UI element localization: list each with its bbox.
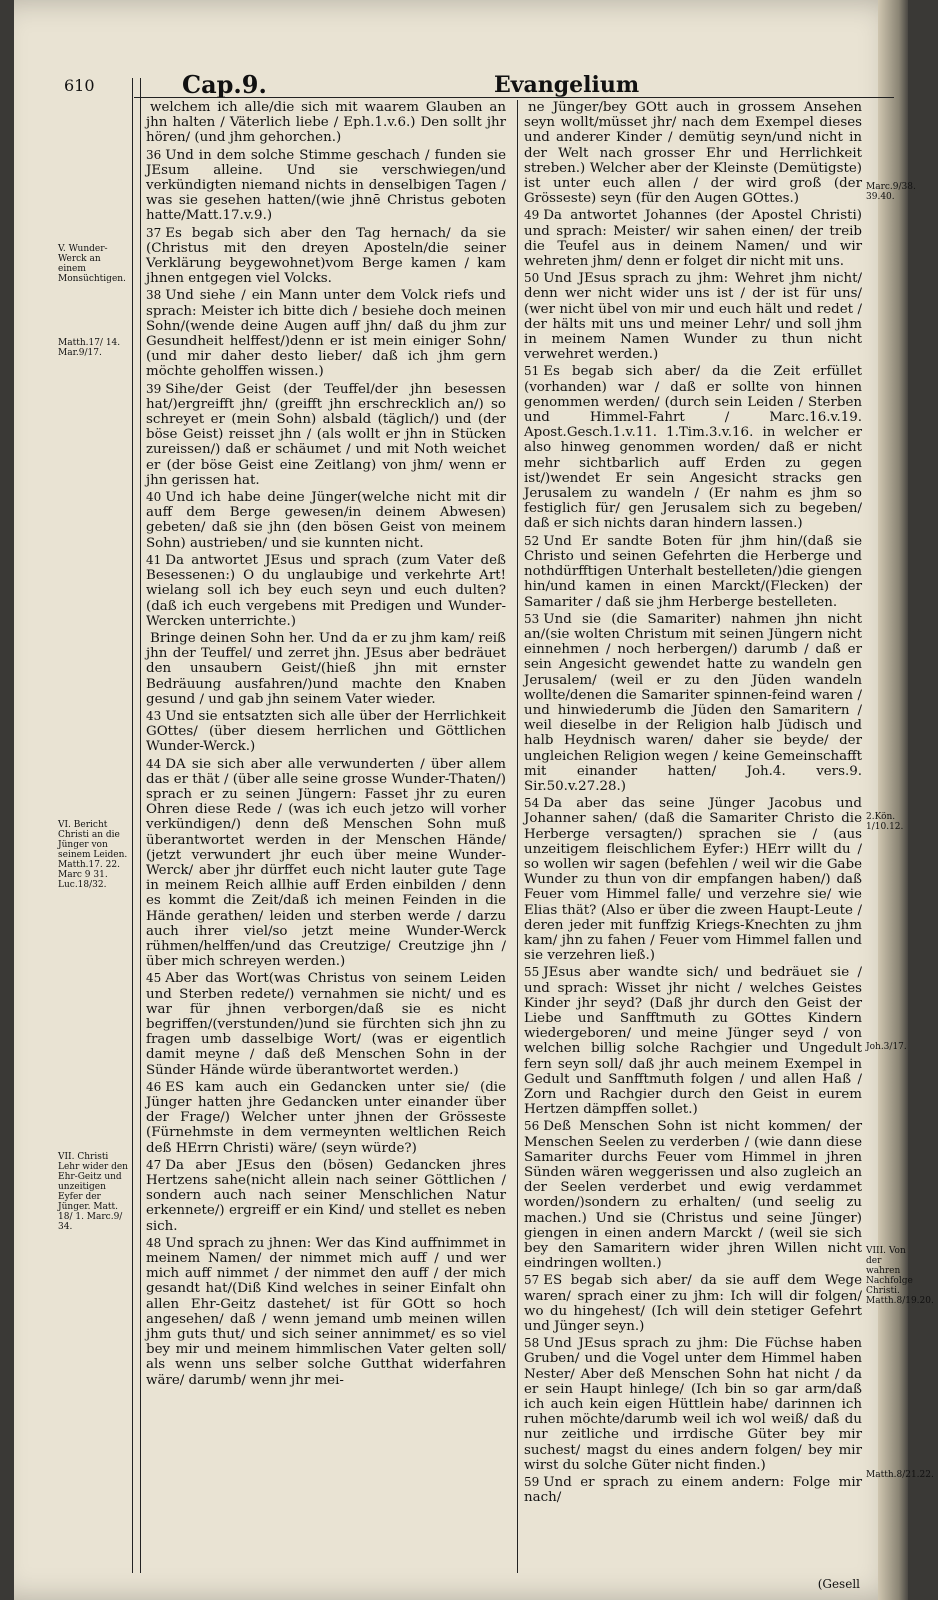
verse: 54 Da aber das seine Jünger Jacobus und Johanner sahen/ (daß die Samariter Christo die Herberge versagten/) sprachen sie / (aus unzeitigem fleischlichem Eyfer:) HErr willt du / so wollen wir sagen (befehlen / weil wir die Gabe Wunder zu thun von dir empfangen haben/) daß Feuer vom Himmel falle/ und verzehre sie/ wie Elias thät? (Also er über die zween Haupt-Leute / deren jeder mit funffzig Kriegs-Knechten zu jhm kam/ jhn zu fahen / Feuer vom Himmel fallen und sie verzehren ließ.) (524, 796, 862, 964)
chapter-heading: Cap.9. (182, 70, 267, 99)
verse: 41 Da antwortet JEsus und sprach (zum Vater deß Besessenen:) O du unglaubige und verkehrte Art! wielang soll ich bey euch seyn und euch dulten? (daß ich euch vergebens mit Predigen und Wunder-Wercken unterrichte.) (146, 552, 506, 629)
verse: 47 Da aber JEsus den (bösen) Gedancken jhres Hertzens sahe(nicht allein nach seiner Göttlichen / sondern auch nach seiner Menschlichen Natur erkennete/) ergreiff er ein Kind/ und stellet es neben sich. (146, 1157, 506, 1234)
margin-note: VI. Bericht Christi an die Jünger von seinem Leiden. Matth.17. 22. Marc 9 31. Luc.18/32. (58, 820, 128, 890)
catchword: (Gesell (817, 1577, 860, 1591)
verse: 36 Und in dem solche Stimme geschach / funden sie JEsum alleine. Und sie verschwiegen/und verkündigten niemand nichts in denselbigen Tagen / was sie gesehen hatten/(wie jhnē Christus geboten hatte/Matt.17.v.9.) (146, 147, 506, 224)
verse: 43 Und sie entsatzten sich alle über der Herrlichkeit GOttes/ (über diesem herrlichen und Göttlichen Wunder-Werck.) (146, 708, 506, 755)
verse: 38 Und siehe / ein Mann unter dem Volck riefs und sprach: Meister ich bitte dich / besiehe doch meinen Sohn/(wende deine Augen auff jhn/ daß du jhm zur Gesundheit helffest/)denn er ist mein einiger Sohn/ (und mir daher desto lieber/ daß ich jhm gern möchte geholffen wissen.) (146, 288, 506, 380)
margin-note: Marc.9/38. 39.40. (866, 182, 916, 202)
verse: 48 Und sprach zu jhnen: Wer das Kind auffnimmet in meinem Namen/ der nimmet mich auff / und wer mich auff nimmet / der nimmet den auff / der mich gesandt hat/(Diß Kind welches in seiner Einfalt ohn allen Ehr-Geitz dastehet/ ist für GOtt so hoch angesehen/ daß / wenn jemand umb meinen willen jhm guts thut/ und sich seiner annimmet/ es so viel bey mir und meinem himmlischen Vater gelten soll/ als wenn uns selber solche Gutthat widerfahren wäre/ darumb/ wenn jhr mei- (146, 1235, 506, 1388)
verse: 46 ES kam auch ein Gedancken unter sie/ (die Jünger hatten jhre Gedancken unter einander über der Frage/) Welcher unter jhnen der Grösseste (Fürnehmste in dem vermeynten weltlichen Reich deß HErrn Christi) wäre/ (seyn würde?) (146, 1079, 506, 1156)
left-column (146, 100, 506, 1390)
verse: 37 Es begab sich aber den Tag hernach/ da sie (Christus mit den dreyen Aposteln/die seiner Verklärung beygewohnet)vom Berge kamen / kam jhnen entgegen viel Volcks. (146, 225, 506, 287)
verse: welchem ich alle/die sich mit waarem Glauben an jhn halten / Väterlich liebe / Eph.1.v.6.) Den sollt jhr hören/ (und jhm gehorchen.) (146, 100, 506, 146)
page-number: 610 (64, 76, 95, 95)
margin-note: 2.Kön. 1/10.12. (866, 812, 904, 832)
verse: Bringe deinen Sohn her. Und da er zu jhm kam/ reiß jhn der Teuffel/ und zerret jhn. JEsus aber bedräuet den unsaubern Geist/(hieß jhn mit ernster Bedräuung ausfahren/)und machte den Knaben gesund / und gab jhn seinem Vater wieder. (146, 630, 506, 707)
verse: 58 Und JEsus sprach zu jhm: Die Füchse haben Gruben/ und die Vogel unter dem Himmel haben Nester/ Aber deß Menschen Sohn hat nicht / da er sein Haupt hinlege/ (Ich bin so gar arm/daß ich auch kein eigen Hüttlein habe/ darinnen ich ruhen möchte/darumb weil ich wol weiß/ daß du nur zeitliche und irrdische Güter bey mir suchest/ magst du eines andern folgen/ bey mir wirst du solche Güter nicht finden.) (524, 1336, 862, 1473)
verse: 55 JEsus aber wandte sich/ und bedräuet sie / und sprach: Wisset jhr nicht / welches Geistes Kinder jhr seyd? (Daß jhr durch den Geist der Liebe und Sanfftmuth zu GOttes Kindern wiedergeboren/ und meine Jünger seyd / von welchen billig solche Rachgier und Ungedult fern seyn soll/ daß jhr auch meinem Exempel in Gedult und Sanfftmuth folgen / und allen Haß / Zorn und Rachgier durch den Geist in eurem Hertzen dämpffen sollet.) (524, 965, 862, 1118)
verse: 53 Und sie (die Samariter) nahmen jhn nicht an/(sie wolten Christum mit seinen Jüngern nicht einnehmen / noch herbergen/) darumb / daß er sein Angesicht gewendet hatte zu wandeln gen Jerusalem/ (weil er zu den Jüden wandeln wollte/denen die Samariter spinnen-feind waren / und hinwiederumb die Jüden den Samaritern / weil dieselbe in der Religion halb Jüdisch und halb Heydnisch waren/ daher sie beyde/ der ungleichen Religion wegen / keine Gemeinschafft mit einander hatten/ Joh.4. vers.9. Sir.50.v.27.28.) (524, 611, 862, 794)
verse: ne Jünger/bey GOtt auch in grossem Ansehen seyn wollt/müsset jhr/ nach dem Exempel dieses und anderer Kinder / demütig seyn/und nicht in der Welt nach grosser Ehr und Herrlichkeit streben.) Welcher aber der Kleinste (Demütigste) ist unter euch allen / der wird groß (der Grösseste) seyn (für den Augen GOttes.) (524, 100, 862, 207)
header-rule (134, 97, 894, 98)
margin-note: V. Wunder-Werck an einem Monsüchtigen. (58, 244, 126, 284)
margin-note: Matth.8/21.22. (866, 1470, 934, 1480)
running-title: Evangelium (494, 72, 640, 98)
margin-rule-left (132, 78, 133, 1573)
verse: 49 Da antwortet Johannes (der Apostel Christi) und sprach: Meister/ wir sahen einen/ der treib die Teufel aus in deinem Namen/ und wir wehreten jhm/ denn er folget dir nicht mit uns. (524, 208, 862, 270)
margin-note: VII. Christi Lehr wider den Ehr-Geitz und unzeitigen Eyfer der Jünger. Matt. 18/ 1. Marc.9/ 34. (58, 1152, 128, 1232)
book-page (14, 0, 934, 1600)
page-header (54, 60, 894, 100)
margin-rule-left-inner (140, 78, 141, 1573)
verse: 52 Und Er sandte Boten für jhm hin/(daß sie Christo und seinen Gefehrten die Herberge und nothdürfftigen Unterhalt bestelleten/)die giengen hin/und kamen in einen Marckt/(Flecken) der Samariter / daß sie jhm Herberge bestelleten. (524, 533, 862, 610)
column-divider (517, 100, 518, 1573)
verse: 44 DA sie sich aber alle verwunderten / über allem das er thät / (über alle seine grosse Wunder-Thaten/) sprach er zu seinen Jüngern: Fasset jhr zu euren Ohren diese Rede / (was ich euch jetzo will vorher verkündigen/) denn deß Menschen Sohn muß überantwortet werden in der Menschen Hände/ (jetzt verwundert jhr euch über meine Wunder-Werck/ aber jhr dürffet euch nicht lauter gute Tage in meinem Reich allhie auff Erden einbilden / denn es kommt die Zeit/daß ich meinen Feinden in die Hände gerathen/ leiden und sterben werde / darzu auch ihrer viel/so jetzt meine Wunder-Werck rühmen/helffen/und das Creutzige/ Creutzige jhn / über mich schreyen werden.) (146, 756, 506, 970)
page-edge (878, 0, 908, 1600)
verse: 56 Deß Menschen Sohn ist nicht kommen/ der Menschen Seelen zu verderben / (wie dann diese Samariter durchs Feuer vom Himmel in jhren Sünden wären weggerissen und also zugleich an der Seelen verderbet und ewig verdammet worden/)sondern zu erhalten/ (und seelig zu machen.) Und sie (Christus und seine Jünger) giengen in einen andern Marckt / (weil sie sich bey den Samaritern wider jhren Willen nicht eindringen wollten.) (524, 1119, 862, 1272)
margin-note: Matth.17/ 14. Mar.9/17. (58, 338, 121, 358)
verse: 57 ES begab sich aber/ da sie auff dem Wege waren/ sprach einer zu jhm: Ich will dir folgen/ wo du hingehest/ (Ich will dein stetiger Gefehrt und Jünger seyn.) (524, 1273, 862, 1335)
verse: 40 Und ich habe deine Jünger(welche nicht mit dir auff dem Berge gewesen/in deinem Abwesen) gebeten/ daß sie jhn (den bösen Geist von meinem Sohn) austrieben/ und sie kunnten nicht. (146, 490, 506, 551)
verse: 45 Aber das Wort(was Christus von seinem Leiden und Sterben redete/) vernahmen sie nicht/ und es war für jhnen verborgen/daß sie es nicht begriffen/(verstunden/)und sie fürchten sich jhn zu fragen umb dasselbige Wort/ (was er eigentlich damit meyne / daß deß Menschen Sohn in der Sünder Hände würde überantwortet werden.) (146, 971, 506, 1078)
margin-note: Joh.3/17. (866, 1042, 907, 1052)
verse: 51 Es begab sich aber/ da die Zeit erfüllet (vorhanden) war / daß er sollte von hinnen genommen werden/ (durch sein Leiden / Sterben und Himmel-Fahrt / Marc.16.v.19. Apost.Gesch.1.v.11. 1.Tim.3.v.16. in welcher er also hinweg genommen worden/ daß er nicht mehr sichtbarlich auff Erden zu gegen ist/)wendet Er sein Angesicht stracks gen Jerusalem zu wandeln / (Er nahm es jhm so festiglich für/ gen Jerusalem sich zu begeben/ daß er sich nichts daran hindern lassen.) (524, 364, 862, 532)
right-column (524, 100, 862, 1507)
verse: 59 Und er sprach zu einem andern: Folge mir nach/ (524, 1475, 862, 1506)
margin-note: VIII. Von der wahren Nachfolge Christi. Matth.8/19.20. (866, 1246, 934, 1306)
verse: 50 Und JEsus sprach zu jhm: Wehret jhm nicht/ denn wer nicht wider uns ist / der ist für uns/ (wer nicht übel von mir und euch hält und redet / der hälts mit uns und meiner Lehr/ und soll jhm in meinem Namen Wunder zu thun nicht verwehret werden.) (524, 271, 862, 363)
verse: 39 Sihe/der Geist (der Teuffel/der jhn besessen hat/)ergreifft jhn/ (greifft jhn erschrecklich an/) so schreyet er (mein Sohn) alsbald (täglich/) und (der böse Geist) reisset jhn / (als wollt er jhn in Stücken zureissen/) daß er schäumet / und mit Noth weichet er (der böse Geist eine Zeitlang) von jhm/ wenn er jhn gerissen hat. (146, 381, 506, 488)
